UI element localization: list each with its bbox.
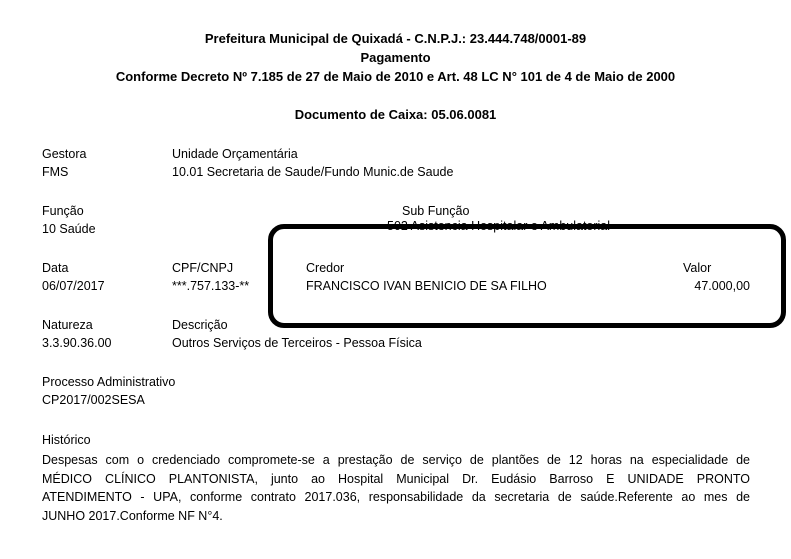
credor-label: Credor (306, 261, 345, 275)
documento-caixa: Documento de Caixa: 05.06.0081 (294, 107, 497, 122)
unidade-orcamentaria-label: Unidade Orçamentária (172, 147, 298, 161)
historico-line: JUNHO 2017.Conforme NF N°4. (42, 508, 223, 523)
cpf-cnpj-value: ***.757.133-** (172, 279, 250, 293)
decree-reference: Conforme Decreto Nº 7.185 de 27 de Maio de 2010 e Art. 48 LC N° 101 de 4 de Maio de 2000 (115, 69, 676, 84)
historico-label: Histórico (42, 433, 91, 447)
historico-line: MÉDICO CLÍNICO PLANTONISTA, junto ao Hospital Municipal Dr. Eudásio Barroso E UNIDADE PRONTO (42, 471, 750, 486)
historico-line: Despesas com o credenciado compromete-se a prestação de serviço de plantões de 12 horas na especialidade de (42, 453, 750, 467)
valor-label: Valor (683, 261, 712, 275)
highlight-box (268, 224, 786, 328)
unidade-orcamentaria-value: 10.01 Secretaria de Saude/Fundo Munic.de Saude (172, 165, 454, 179)
sub-funcao-label: Sub Função (402, 204, 470, 218)
valor-value: 47.000,00 (694, 279, 750, 293)
historico-line: ATENDIMENTO - UPA, conforme contrato 2017.036, responsabilidade da secretaria de saúde.Referente ao mes de (42, 490, 750, 505)
natureza-label: Natureza (42, 318, 93, 332)
funcao-value: 10 Saúde (42, 222, 96, 236)
gestora-value: FMS (42, 165, 69, 179)
cpf-cnpj-label: CPF/CNPJ (172, 261, 234, 275)
natureza-value: 3.3.90.36.00 (42, 336, 112, 350)
descricao-value: Outros Serviços de Terceiros - Pessoa Física (172, 336, 422, 350)
processo-administrativo-value: CP2017/002SESA (42, 393, 145, 407)
data-label: Data (42, 261, 69, 275)
document-subtitle: Pagamento (360, 50, 431, 65)
data-value: 06/07/2017 (42, 279, 105, 293)
historico-paragraph (42, 451, 750, 525)
document-title: Prefeitura Municipal de Quixadá - C.N.P.J.: 23.444.748/0001-89 (204, 31, 587, 46)
processo-administrativo-label: Processo Administrativo (42, 375, 176, 389)
credor-value: FRANCISCO IVAN BENICIO DE SA FILHO (306, 279, 547, 293)
sub-funcao-value: 502 Asistencia Hospitalar e Ambulatorial (387, 219, 611, 233)
descricao-label: Descrição (172, 318, 228, 332)
gestora-label: Gestora (42, 147, 87, 161)
funcao-label: Função (42, 204, 84, 218)
